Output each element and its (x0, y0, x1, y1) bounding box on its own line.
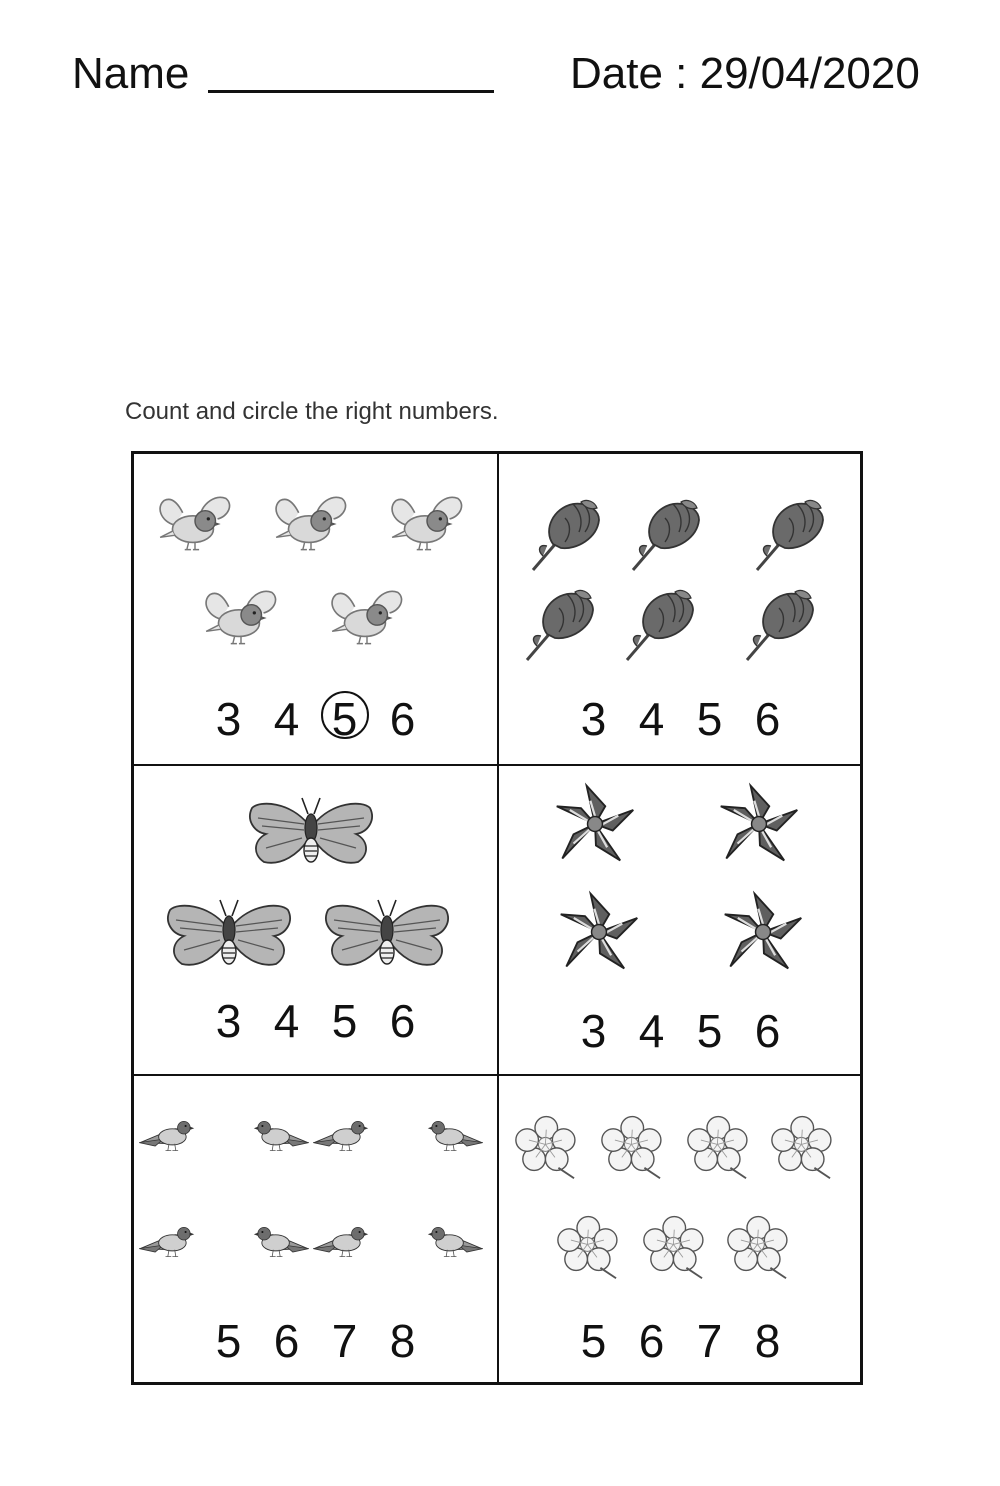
number-option[interactable]: 4 (638, 693, 665, 745)
date-label: Date : 29/04/2020 (570, 49, 920, 98)
number-options (134, 1314, 497, 1368)
bird-icon (326, 584, 408, 650)
cell-blossoms (499, 1076, 862, 1386)
number-option[interactable]: 5 (696, 1005, 723, 1057)
rose-icon (749, 494, 829, 574)
swallow-icon (398, 1112, 484, 1156)
blossom-icon (687, 1114, 753, 1180)
star-flower-icon (721, 890, 805, 974)
number-option[interactable]: 6 (754, 693, 781, 745)
rose-icon (739, 584, 819, 664)
number-options (134, 692, 497, 746)
number-option[interactable]: 6 (389, 995, 416, 1047)
number-option[interactable]: 5 (696, 693, 723, 745)
rose-icon (625, 494, 705, 574)
star-flower-icon (717, 782, 801, 866)
rose-icon (519, 584, 599, 664)
swallow-icon (312, 1112, 398, 1156)
number-option[interactable]: 4 (273, 995, 300, 1047)
bird-icon (386, 490, 468, 556)
butterfly-icon (164, 896, 294, 972)
cell-roses (499, 454, 862, 764)
number-option[interactable]: 3 (580, 1005, 607, 1057)
cell-star-flowers (499, 766, 862, 1076)
bird-icon (200, 584, 282, 650)
number-option-circled[interactable]: 5 (316, 692, 374, 746)
number-options (499, 1314, 862, 1368)
number-option[interactable]: 3 (580, 693, 607, 745)
blossom-icon (727, 1214, 793, 1280)
blossom-icon (601, 1114, 667, 1180)
number-option[interactable]: 6 (389, 693, 416, 745)
number-options (499, 1004, 862, 1058)
butterfly-icon (322, 896, 452, 972)
rose-icon (619, 584, 699, 664)
number-option[interactable]: 4 (638, 1005, 665, 1057)
swallow-icon (312, 1218, 398, 1262)
butterfly-icon (246, 794, 376, 870)
number-options (499, 692, 862, 746)
number-option[interactable]: 3 (215, 995, 242, 1047)
number-option[interactable]: 6 (638, 1315, 665, 1367)
bird-icon (154, 490, 236, 556)
star-flower-icon (553, 782, 637, 866)
instruction-text: Count and circle the right numbers. (125, 398, 499, 425)
blossom-icon (557, 1214, 623, 1280)
bird-icon (270, 490, 352, 556)
counting-grid (131, 451, 863, 1385)
cell-swallows (134, 1076, 497, 1386)
swallow-icon (138, 1112, 224, 1156)
number-option[interactable]: 5 (331, 995, 358, 1047)
rose-icon (525, 494, 605, 574)
swallow-icon (224, 1112, 310, 1156)
name-blank-line[interactable] (208, 90, 494, 93)
cell-birds (134, 454, 497, 764)
number-option[interactable]: 5 (215, 1315, 242, 1367)
blossom-icon (643, 1214, 709, 1280)
cell-butterflies (134, 766, 497, 1076)
number-option[interactable]: 5 (580, 1315, 607, 1367)
name-label: Name (72, 49, 190, 98)
number-option[interactable]: 7 (331, 1315, 358, 1367)
number-option[interactable]: 7 (696, 1315, 723, 1367)
number-option[interactable]: 6 (273, 1315, 300, 1367)
swallow-icon (224, 1218, 310, 1262)
number-option[interactable]: 6 (754, 1005, 781, 1057)
number-option[interactable]: 8 (389, 1315, 416, 1367)
star-flower-icon (557, 890, 641, 974)
blossom-icon (771, 1114, 837, 1180)
number-option[interactable]: 3 (215, 693, 242, 745)
number-option[interactable]: 4 (273, 693, 300, 745)
number-options (134, 994, 497, 1048)
swallow-icon (398, 1218, 484, 1262)
number-option[interactable]: 8 (754, 1315, 781, 1367)
swallow-icon (138, 1218, 224, 1262)
blossom-icon (515, 1114, 581, 1180)
